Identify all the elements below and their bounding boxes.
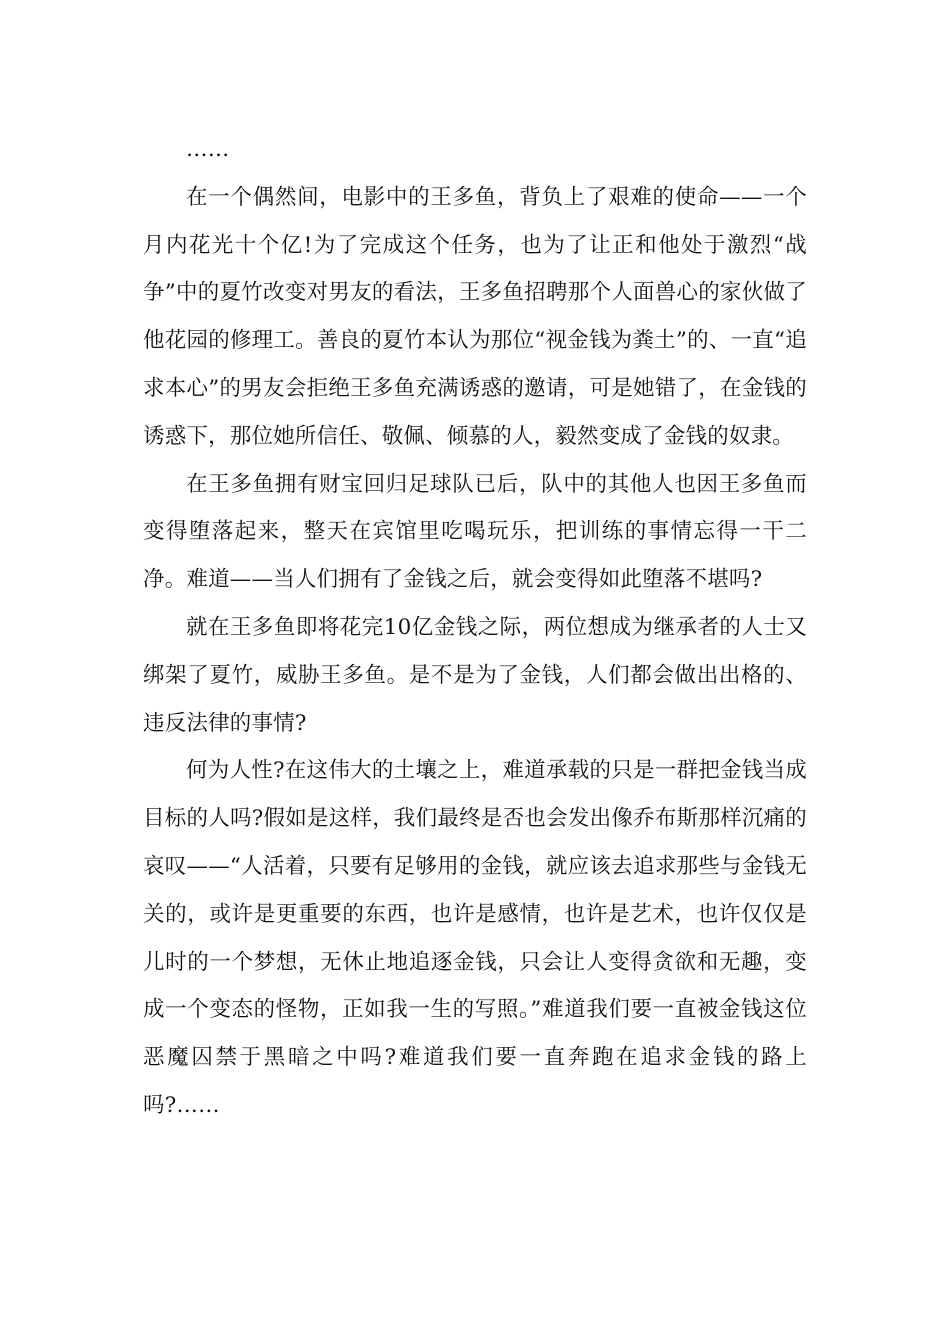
document-body [143, 126, 807, 1130]
paragraph-4: 何为人性?在这伟大的土壤之上，难道承载的只是一群把金钱当成目标的人吗?假如是这样，我们最终是否也会发出像乔布斯那样沉痛的哀叹——“人活着，只要有足够用的金钱，就应该去追求那些与金钱无关的，或许是更重要的东西，也许是感情，也许是艺术，也许仅仅是儿时的一个梦想，无休止地追逐金钱，只会让人变得贪欲和无趣，变成一个变态的怪物，正如我一生的写照。”难道我们要一直被金钱这位恶魔囚禁于黑暗之中吗?难道我们要一直奔跑在追求金钱的路上吗?…… [143, 758, 807, 1118]
paragraph-ellipsis: …… [186, 137, 230, 162]
paragraph-3: 就在王多鱼即将花完10亿金钱之际，两位想成为继承者的人士又绑架了夏竹，威胁王多鱼。是不是为了金钱，人们都会做出出格的、违反法律的事情? [143, 614, 807, 736]
paragraph-2: 在王多鱼拥有财宝回归足球队已后，队中的其他人也因王多鱼而变得堕落起来，整天在宾馆里吃喝玩乐，把训练的事情忘得一干二净。难道——当人们拥有了金钱之后，就会变得如此堕落不堪吗? [143, 471, 807, 593]
paragraph-1: 在一个偶然间，电影中的王多鱼，背负上了艰难的使命——一个月内花光十个亿!为了完成这个任务，也为了让正和他处于激烈“战争”中的夏竹改变对男友的看法，王多鱼招聘那个人面兽心的家伙做了他花园的修理工。善良的夏竹本认为那位“视金钱为粪土”的、一直“追求本心”的男友会拒绝王多鱼充满诱惑的邀请，可是她错了，在金钱的诱惑下，那位她所信任、敬佩、倾慕的人，毅然变成了金钱的奴隶。 [143, 184, 807, 449]
